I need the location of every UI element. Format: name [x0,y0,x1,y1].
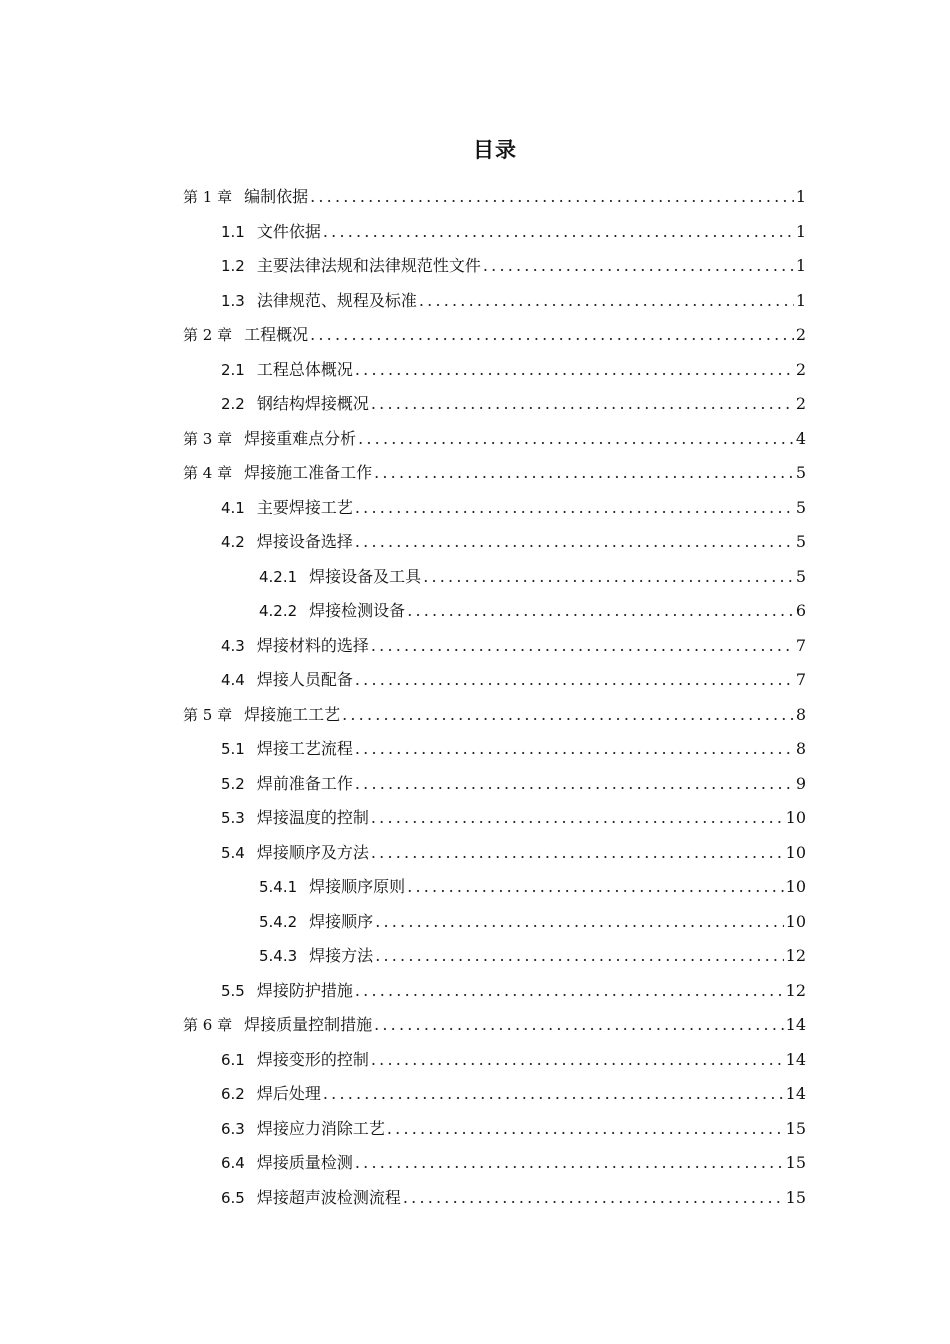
toc-page-number: 5 [795,532,806,551]
toc-entry-label [221,629,369,664]
toc-dot-leader [355,767,794,802]
toc-entry-number: 5.4.1 [259,878,298,896]
toc-entry[interactable] [183,629,806,664]
toc-entry-text: 焊接重难点分析 [244,428,357,448]
toc-entry[interactable] [183,732,806,767]
toc-page-number: 10 [785,808,806,827]
toc-entry[interactable] [183,1146,806,1181]
toc-entry-number: 6.5 [221,1188,245,1207]
toc-entry-text: 焊接材料的选择 [256,635,369,655]
toc-entry-number: 6.1 [221,1050,245,1069]
toc-entry[interactable] [183,249,806,284]
toc-entry-label [183,422,356,457]
toc-entry-number: 6.3 [221,1119,245,1138]
toc-entry-number: 5.1 [221,740,245,758]
toc-entry-label [259,939,373,974]
toc-entry[interactable] [183,318,806,353]
toc-entry-label [221,1181,401,1216]
toc-entry-label [183,456,372,491]
toc-page-number: 1 [795,187,806,206]
toc-entry-text: 工程概况 [244,325,309,344]
toc-entry-text: 编制依据 [244,187,309,206]
toc-entry[interactable] [183,663,806,698]
toc-dot-leader [407,594,794,629]
toc-entry-label [221,974,353,1009]
toc-entry-label [183,180,308,215]
toc-entry-label [221,249,481,284]
toc-entry-number: 4.2 [221,533,245,551]
toc-entry-label [221,1112,385,1147]
toc-entry-number: 第 3 章 [183,429,233,448]
toc-entry-text: 焊接变形的控制 [256,1049,369,1069]
toc-page-number: 7 [795,670,806,689]
toc-entry-number: 5.3 [221,809,245,827]
toc-page-number: 1 [795,256,806,275]
toc-entry-text: 文件依据 [256,221,321,241]
toc-entry-text: 焊后处理 [256,1084,321,1103]
toc-dot-leader [355,974,784,1009]
toc-page-number: 10 [785,877,806,896]
toc-entry-number: 第 2 章 [183,326,233,344]
toc-dot-leader [371,1043,784,1078]
toc-dot-leader [355,663,794,698]
toc-entry-number: 2.1 [221,360,245,379]
toc-entry-text: 焊接应力消除工艺 [256,1118,385,1138]
toc-entry[interactable] [183,491,806,526]
toc-page-number: 1 [795,221,806,241]
toc-entry-label [221,491,353,526]
toc-entry-text: 焊接防护措施 [256,980,353,1000]
toc-page-number: 15 [785,1187,806,1207]
toc-entry-label [221,353,353,388]
toc-entry-number: 1.2 [221,257,245,275]
toc-entry-number: 第 1 章 [183,188,233,206]
toc-entry-text: 焊接质量控制措施 [244,1015,373,1034]
toc-page-number: 2 [795,394,806,413]
toc-page-number: 8 [795,704,806,724]
toc-entry-text: 焊接施工工艺 [244,704,341,724]
toc-entry-label [221,767,353,802]
toc-dot-leader [355,525,794,560]
toc-entry[interactable] [183,215,806,250]
toc-entry-text: 焊接人员配备 [256,670,353,689]
toc-entry-label [221,836,369,871]
toc-entry[interactable] [183,836,806,871]
toc-page-number: 14 [785,1015,806,1034]
toc-page-number: 8 [795,739,806,758]
toc-entry-number: 5.5 [221,981,245,1000]
toc-entry-number: 5.2 [221,774,245,793]
toc-dot-leader [483,249,794,284]
toc-entry-text: 焊接工艺流程 [256,739,353,758]
toc-entry-number: 6.4 [221,1154,245,1172]
toc-entry-number: 2.2 [221,395,245,413]
toc-page-number: 5 [795,463,806,482]
toc-page-number: 2 [795,325,806,344]
toc-entry-number: 1.3 [221,291,245,310]
toc-entry-text: 焊接设备选择 [256,532,353,551]
toc-entry-number: 4.4 [221,671,245,689]
toc-entry-text: 焊接质量检测 [256,1153,353,1172]
toc-entry[interactable] [183,801,806,836]
toc-dot-leader [355,732,794,767]
toc-dot-leader [342,698,794,733]
toc-entry-label [183,1008,372,1043]
toc-entry[interactable] [183,353,806,388]
toc-page-number: 6 [795,601,806,620]
toc-entry-text: 焊接方法 [309,946,374,965]
toc-page-number: 15 [785,1118,806,1138]
toc-entry-text: 钢结构焊接概况 [256,394,369,413]
toc-page-number: 10 [785,911,806,931]
toc-dot-leader [375,939,783,974]
toc-entry[interactable] [183,1008,806,1043]
toc-page-number: 15 [785,1153,806,1172]
toc-entry-number: 4.2.1 [259,567,298,586]
toc-entry-label [183,698,340,733]
toc-entry-text: 焊接施工准备工作 [244,463,373,482]
toc-entry[interactable] [183,284,806,319]
toc-title: 目录 [473,138,517,162]
toc-entry-number: 4.3 [221,636,245,655]
toc-entry[interactable] [183,422,806,457]
toc-entry-text: 主要法律法规和法律规范性文件 [256,256,481,275]
toc-dot-leader [374,1008,784,1043]
toc-entry-label [221,1146,353,1181]
toc-entry[interactable] [183,1043,806,1078]
toc-entry-text: 焊前准备工作 [256,773,353,793]
toc-page-number: 5 [795,566,806,586]
toc-list [183,180,806,1215]
toc-entry[interactable] [183,1181,806,1216]
toc-entry-text: 工程总体概况 [256,359,353,379]
toc-dot-leader [423,560,794,595]
toc-page-number: 4 [795,428,806,448]
toc-dot-leader [374,456,794,491]
toc-dot-leader [375,905,783,940]
toc-page-number: 14 [785,1084,806,1103]
toc-entry-label [259,594,405,629]
toc-dot-leader [371,629,794,664]
toc-entry[interactable] [183,180,806,215]
toc-entry-text: 焊接温度的控制 [256,808,369,827]
toc-dot-leader [371,801,784,836]
toc-entry-label [259,870,405,905]
toc-page-number: 12 [785,980,806,1000]
toc-dot-leader [371,387,794,422]
toc-dot-leader [323,1077,784,1112]
toc-dot-leader [355,491,794,526]
toc-entry[interactable] [183,870,806,905]
toc-entry-number: 5.4 [221,843,245,862]
toc-entry[interactable] [183,525,806,560]
toc-entry-number: 1.1 [221,222,245,241]
toc-entry-label [221,663,353,698]
toc-entry[interactable] [183,767,806,802]
toc-page-number: 5 [795,497,806,517]
toc-entry[interactable] [183,560,806,595]
toc-entry-number: 4.1 [221,498,245,517]
toc-entry-label [221,1043,369,1078]
toc-page-number: 9 [795,773,806,793]
toc-entry-label [221,1077,321,1112]
toc-entry-label [221,284,417,319]
toc-entry-label [221,801,369,836]
toc-entry-text: 焊接检测设备 [309,601,406,620]
toc-entry[interactable] [183,387,806,422]
toc-entry[interactable] [183,1077,806,1112]
toc-entry[interactable] [183,698,806,733]
toc-entry-number: 4.2.2 [259,602,298,620]
toc-entry[interactable] [183,456,806,491]
toc-entry-label [221,387,369,422]
toc-page-number: 10 [785,842,806,862]
toc-page-number: 2 [795,359,806,379]
toc-entry-number: 第 4 章 [183,464,233,482]
toc-entry[interactable] [183,974,806,1009]
toc-entry-label [221,732,353,767]
toc-entry-text: 焊接顺序原则 [309,877,406,896]
toc-dot-leader [419,284,794,319]
toc-dot-leader [310,180,794,215]
toc-entry[interactable] [183,594,806,629]
toc-entry-label [221,215,321,250]
toc-entry-text: 焊接设备及工具 [309,566,422,586]
toc-entry-text: 焊接顺序及方法 [256,842,369,862]
toc-dot-leader [407,870,783,905]
toc-entry-number: 5.4.2 [259,912,298,931]
toc-page-number: 7 [795,635,806,655]
toc-entry-label [259,560,421,595]
toc-entry-text: 法律规范、规程及标准 [256,290,417,310]
toc-entry-label [259,905,373,940]
toc-page-number: 12 [785,946,806,965]
toc-entry[interactable] [183,905,806,940]
toc-entry[interactable] [183,939,806,974]
toc-entry[interactable] [183,1112,806,1147]
toc-entry-number: 5.4.3 [259,947,298,965]
toc-entry-text: 焊接顺序 [309,911,374,931]
toc-dot-leader [371,836,784,871]
toc-entry-text: 焊接超声波检测流程 [256,1187,401,1207]
toc-dot-leader [355,1146,784,1181]
toc-dot-leader [355,353,794,388]
toc-page-number: 14 [785,1049,806,1069]
toc-dot-leader [403,1181,784,1216]
toc-entry-number: 6.2 [221,1085,245,1103]
toc-page-number: 1 [795,290,806,310]
toc-entry-number: 第 5 章 [183,705,233,724]
toc-entry-label [221,525,353,560]
toc-dot-leader [358,422,794,457]
toc-entry-label [183,318,308,353]
toc-dot-leader [323,215,794,250]
toc-dot-leader [310,318,794,353]
toc-entry-number: 第 6 章 [183,1016,233,1034]
toc-entry-text: 主要焊接工艺 [256,497,353,517]
toc-dot-leader [387,1112,784,1147]
